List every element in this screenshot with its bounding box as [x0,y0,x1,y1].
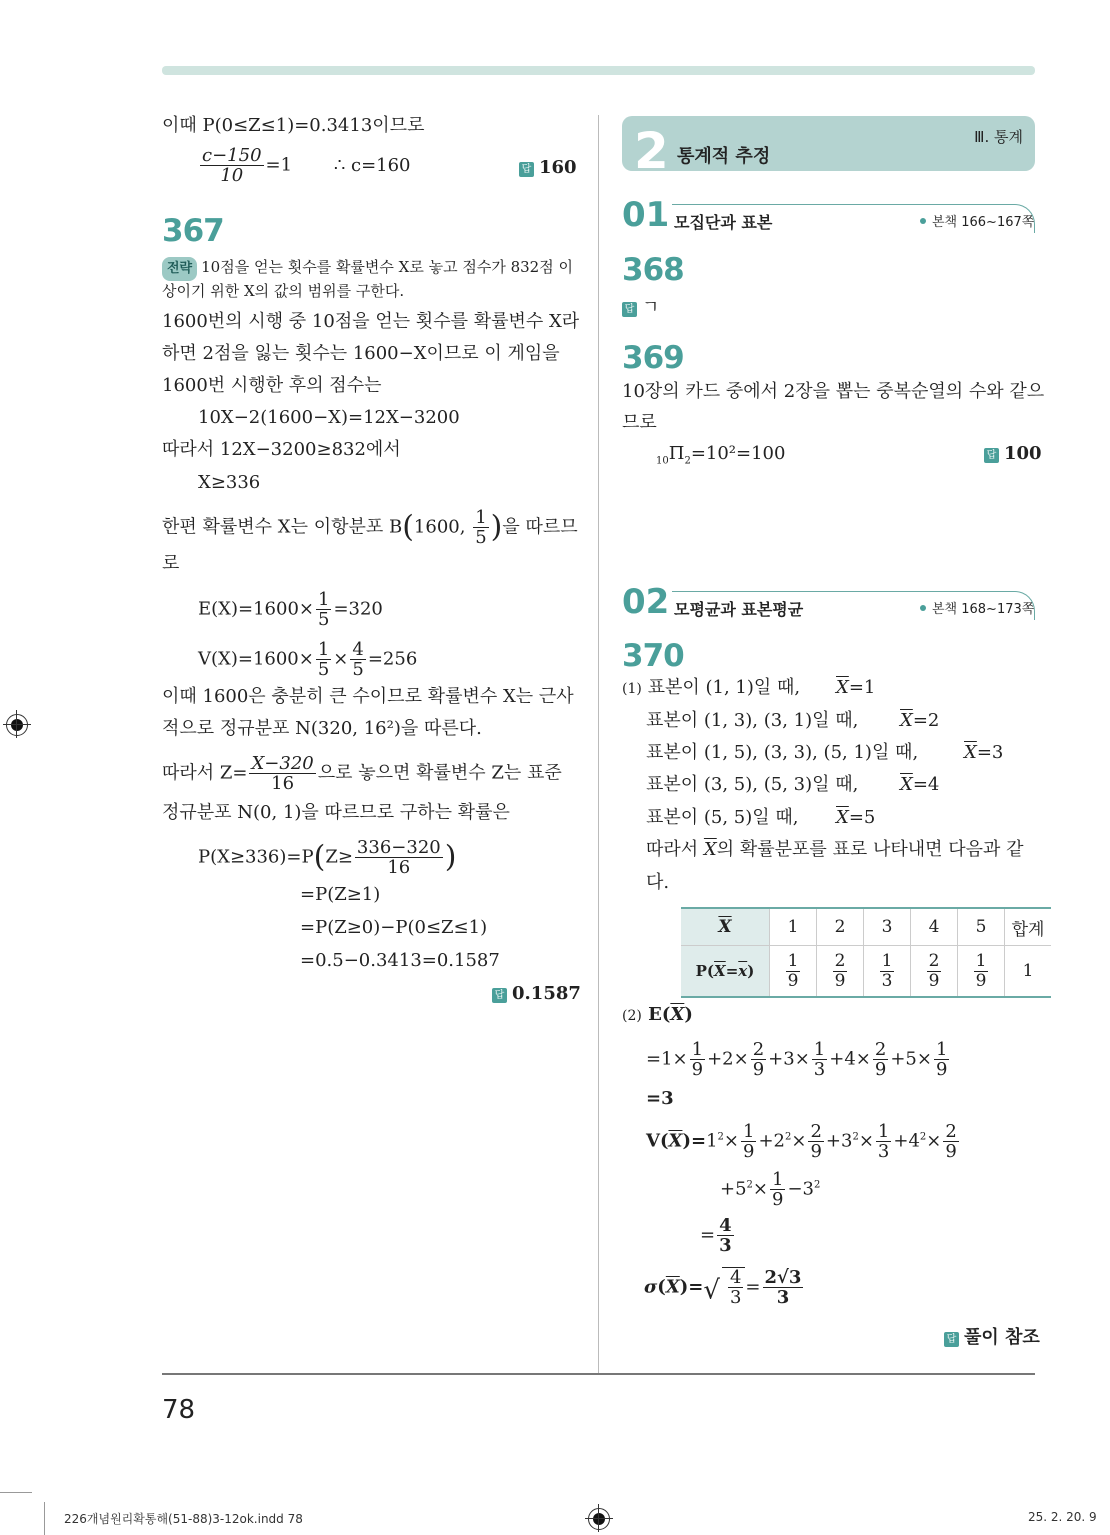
registration-mark-icon [16,710,17,738]
answer-367: 답 0.1587 [492,983,581,1004]
answer-badge-icon: 답 [944,1332,959,1347]
chapter-number: 2 [634,122,669,171]
strategy-badge: 전략 [162,257,197,281]
table-cell: $\frac{1}{9}$ [958,946,1005,998]
problem-number-369: 369 [622,340,684,376]
table-cell: 3 [864,908,911,946]
table-cell: $\frac{2}{9}$ [911,946,958,998]
text-line: 1600번 시행한 후의 점수는 [162,375,382,396]
equation-line: =0.5−0.3413=0.1587 [300,950,500,971]
c-equation: $\frac{c-150}{10}$ =1 ∴ c=160 [202,145,411,186]
probability-equation: P(X≥336)=P(Z≥ $\frac{336-320}{16}$ ) [198,837,457,878]
chapter-title: 통계적 추정 [677,146,771,167]
case-line: 표본이 (1, 5), (3, 3), (5, 1)일 때, [646,742,919,763]
binomial-line: 한편 확률변수 X는 이항분포 B(1600, $\frac{1}{5}$ )을 따르므 [162,507,578,548]
expectation-equation: E(X)=1600× $\frac{1}{5}$ =320 [198,589,383,630]
text-line: 따라서 12X−3200≥832에서 [162,439,401,460]
summary-line: 다. [646,872,670,893]
column-divider [598,115,599,1373]
section-number-01: 01 [622,195,670,235]
section-title-01: 모집단과 표본 [674,213,773,232]
case-line: 표본이 (5, 5)일 때, [646,807,799,828]
answer-badge-icon: 답 [519,162,534,177]
problem-number-367: 367 [162,213,224,249]
answer-370: 답 풀이 참조 [944,1323,1040,1349]
summary-line: 따라서 $\overline{X}$의 확률분포를 표로 나타내면 다음과 같 [646,839,1024,860]
text-line: 이때 1600은 충분히 큰 수이므로 확률변수 X는 근사 [162,686,574,707]
case-value: $\overline{X}=5$ [836,807,876,828]
table-cell: 1 [1005,946,1052,998]
text-line: 정규분포 N(0, 1)을 따르므로 구하는 확률은 [162,802,510,823]
answer-badge-icon: 답 [984,448,999,463]
registration-mark-icon [598,1504,599,1532]
section-ref-01: 본책 166~167쪽 [920,211,1034,230]
footer-date: 25. 2. 20. 9 [1028,1510,1097,1524]
top-decorative-bar [162,66,1035,75]
problem-number-368: 368 [622,252,684,288]
case-line: (1) 표본이 (1, 1)일 때, [622,677,801,698]
table-row [681,946,1051,998]
case-value: $\overline{X}=1$ [836,677,876,698]
section-title-02: 모평균과 표본평균 [674,600,804,619]
case-value: $\overline{X}=4$ [900,774,940,795]
problem-number-370: 370 [622,638,684,674]
equation-line: =P(Z≥0)−P(0≤Z≤1) [300,917,488,938]
case-line: 표본이 (3, 5), (5, 3)일 때, [646,774,859,795]
equation-line: X≥336 [198,472,261,493]
variance-expansion-cont: $+5^2\times$ $\frac{1}{9}$ $-3^2$ [720,1169,821,1210]
table-cell: $\frac{1}{3}$ [864,946,911,998]
bullet-icon [920,605,926,611]
expectation-result: =3 [646,1088,674,1109]
registration-mark-icon [6,714,28,736]
registration-mark-icon [588,1508,610,1530]
case-value: $\overline{X}=3$ [964,742,1004,763]
probability-distribution-table [681,907,1051,998]
table-cell: $\frac{1}{9}$ [770,946,817,998]
table-header-p: $P(\overline{X}=\overline{x})$ [681,946,770,998]
section-ref-02: 본책 168~173쪽 [920,598,1034,617]
equation-line: 10X−2(1600−X)=12X−3200 [198,407,460,428]
table-cell: $\frac{2}{9}$ [817,946,864,998]
intro-line: 이때 P(0≤Z≤1)=0.3413이므로 [162,115,425,136]
table-cell: 5 [958,908,1005,946]
answer-368: 답 ㄱ [622,293,659,319]
answer-369: 답 100 [984,443,1042,464]
text-line: 하면 2점을 잃는 횟수는 1600−X이므로 이 게임을 [162,343,560,364]
table-cell: 합계 [1005,908,1052,946]
variance-expansion: $V(\overline{X})=1^2\times$ $\frac{1}{9}$ $+2^2\times$ $\frac{2}{9}$ $+3^2\times$ $\frac{1}{3}$ $+4^2\times$ $\frac{2}{9}$ [646,1121,957,1162]
strategy-line-2: 상이기 위한 X의 값의 범위를 구한다. [162,282,405,300]
section-number-02: 02 [622,582,670,622]
case-value: $\overline{X}=2$ [900,710,940,731]
text-line: 로 [162,553,180,574]
table-cell: 1 [770,908,817,946]
standardize-line: 따라서 Z= $\frac{X-320}{16}$ 으로 놓으면 확률변수 Z는 표준 [162,753,562,794]
permutation-equation: $_{10}\Pi_2=10^2=100$ [656,443,786,467]
case-line: 표본이 (1, 3), (3, 1)일 때, [646,710,859,731]
variance-result: = $\frac{4}{3}$ [700,1215,732,1256]
answer-366: 답 160 [519,157,577,178]
crop-mark [44,1502,45,1535]
expectation-expansion: =1× $\frac{1}{9}$ +2× $\frac{2}{9}$ +3× $\frac{1}{3}$ +4× $\frac{2}{9}$ +5× $\frac{1}{9}$ [646,1039,948,1080]
expectation-title: (2) $E(\overline{X})$ [622,1004,693,1025]
std-dev-equation: $\sigma(\overline{X})=√$ $\frac{4}{3}$ = $\frac{2√3}{3}$ [644,1267,802,1308]
variance-equation: V(X)=1600× $\frac{1}{5}$ × $\frac{4}{5}$ =256 [198,639,418,680]
footer-filename: 226개념원리확통해(51-88)3-12ok.indd 78 [64,1512,303,1526]
text-line: 1600번의 시행 중 10점을 얻는 횟수를 확률변수 X라 [162,311,580,332]
bottom-rule [162,1373,1035,1375]
bullet-icon [920,218,926,224]
strategy-line-1: 전략 10점을 얻는 횟수를 확률변수 X로 놓고 점수가 832점 이 [162,255,573,281]
answer-badge-icon: 답 [622,302,637,317]
table-cell: 2 [817,908,864,946]
text-line: 10장의 카드 중에서 2장을 뽑는 중복순열의 수와 같으 [622,381,1045,402]
answer-badge-icon: 답 [492,988,507,1003]
table-cell: 4 [911,908,958,946]
chapter-part: Ⅲ. 통계 [974,128,1023,146]
text-line: 므로 [622,412,657,433]
chapter-header [622,116,1035,171]
equation-line: =P(Z≥1) [300,884,381,905]
page-number: 78 [162,1395,196,1425]
table-row [681,908,1051,946]
text-line: 적으로 정규분포 N(320, 16²)을 따른다. [162,718,482,739]
crop-mark [0,1492,32,1493]
table-header-x: $\overline{X}$ [681,908,770,946]
